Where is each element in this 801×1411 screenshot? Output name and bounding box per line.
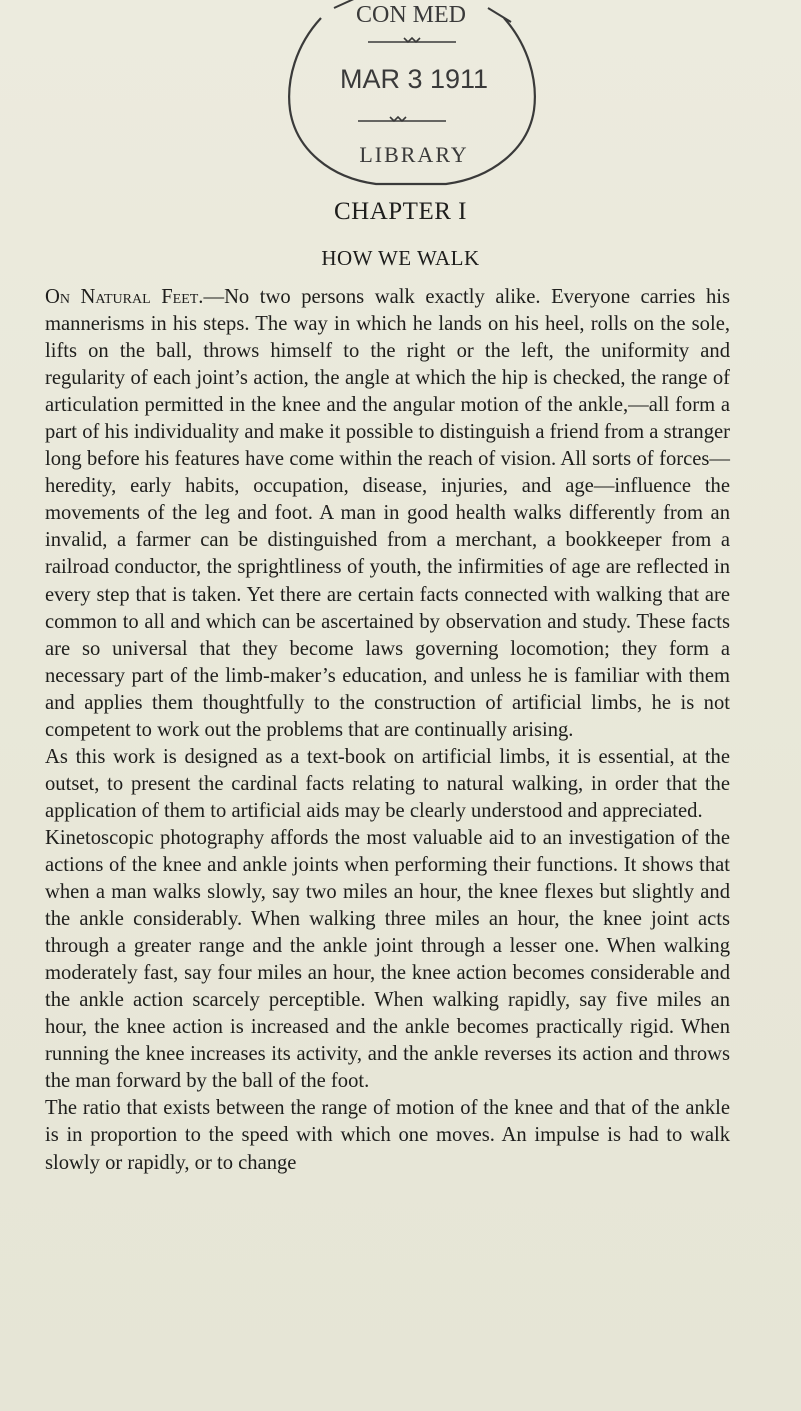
library-stamp-graphic bbox=[276, 0, 546, 190]
stamp-border-tick-left bbox=[334, 0, 356, 8]
paragraph-1-text: —No two persons walk exactly alike. Everyone carries his mannerisms in his steps. The way in which he lands on his heel, rolls on the sole, lifts on the ball, throws himself to the right or the left, the uniformity and regularity of each joint’s action, the angle at which the hip is checked, the range of articulation permitted in the knee and the angular motion of the ankle,—all form a part of his individuality and make it possible to distinguish a friend from a stranger long before his features have come within the reach of vision. All sorts of forces—heredity, early habits, occupation, disease, injuries, and age—influence the movements of the leg and foot. A man in good health walks differently from an invalid, a farmer can be distinguished from a merchant, a bookkeeper from a railroad conductor, the sprightliness of youth, the infirmities of age are reflected in every step that is taken. Yet there are certain facts connected with walking that are common to all and which can be ascertained by observation and study. These facts are so universal that they become laws governing locomotion; they form a necessary part of the limb-maker’s education, and unless he is familiar with them and applies them thoughtfully to the construction of artificial limbs, he is not competent to work out the problems that are continually arising. bbox=[45, 286, 730, 741]
paragraph-3: Kinetoscopic photography affords the most valuable aid to an investigation of the actions of the knee and ankle joints when performing their functions. It shows that when a man walks slowly, say two miles an hour, the knee flexes but slightly and the ankle considerably. When walking three miles an hour, the knee joint acts through a greater range and the ankle joint through a lesser one. When walking moderately fast, say four miles an hour, the knee action becomes considerable and the ankle action scarcely perceptible. When walking rapidly, say five miles an hour, the knee action is increased and the ankle becomes practically rigid. When running the knee increases its activity, and the ankle reverses its action and throws the man forward by the ball of the foot. bbox=[45, 826, 730, 1093]
stamp-border-tick-right bbox=[488, 8, 511, 22]
paragraph-2: As this work is designed as a text-book on artificial limbs, it is essential, at the outset, to present the cardinal facts relating to natural walking, in order that the application of them to artificial aids may be clearly understood and appreciated. bbox=[45, 745, 730, 822]
chapter-heading: CHAPTER I bbox=[334, 198, 467, 225]
library-stamp bbox=[276, 0, 546, 190]
paragraph-4: The ratio that exists between the range of motion of the knee and that of the ankle is in proportion to the speed with which one moves. An impulse is had to walk slowly or rapidly, or to change bbox=[45, 1097, 730, 1174]
stamp-top-text: CON MED bbox=[355, 2, 467, 28]
stamp-bottom-text: LIBRARY bbox=[359, 142, 469, 167]
body-text bbox=[45, 284, 730, 1177]
lead-in: On Natural Feet. bbox=[45, 286, 204, 308]
paragraph-1 bbox=[45, 284, 730, 744]
stamp-date: MAR 3 1911 bbox=[339, 64, 489, 94]
chapter-title: HOW WE WALK bbox=[321, 246, 480, 270]
